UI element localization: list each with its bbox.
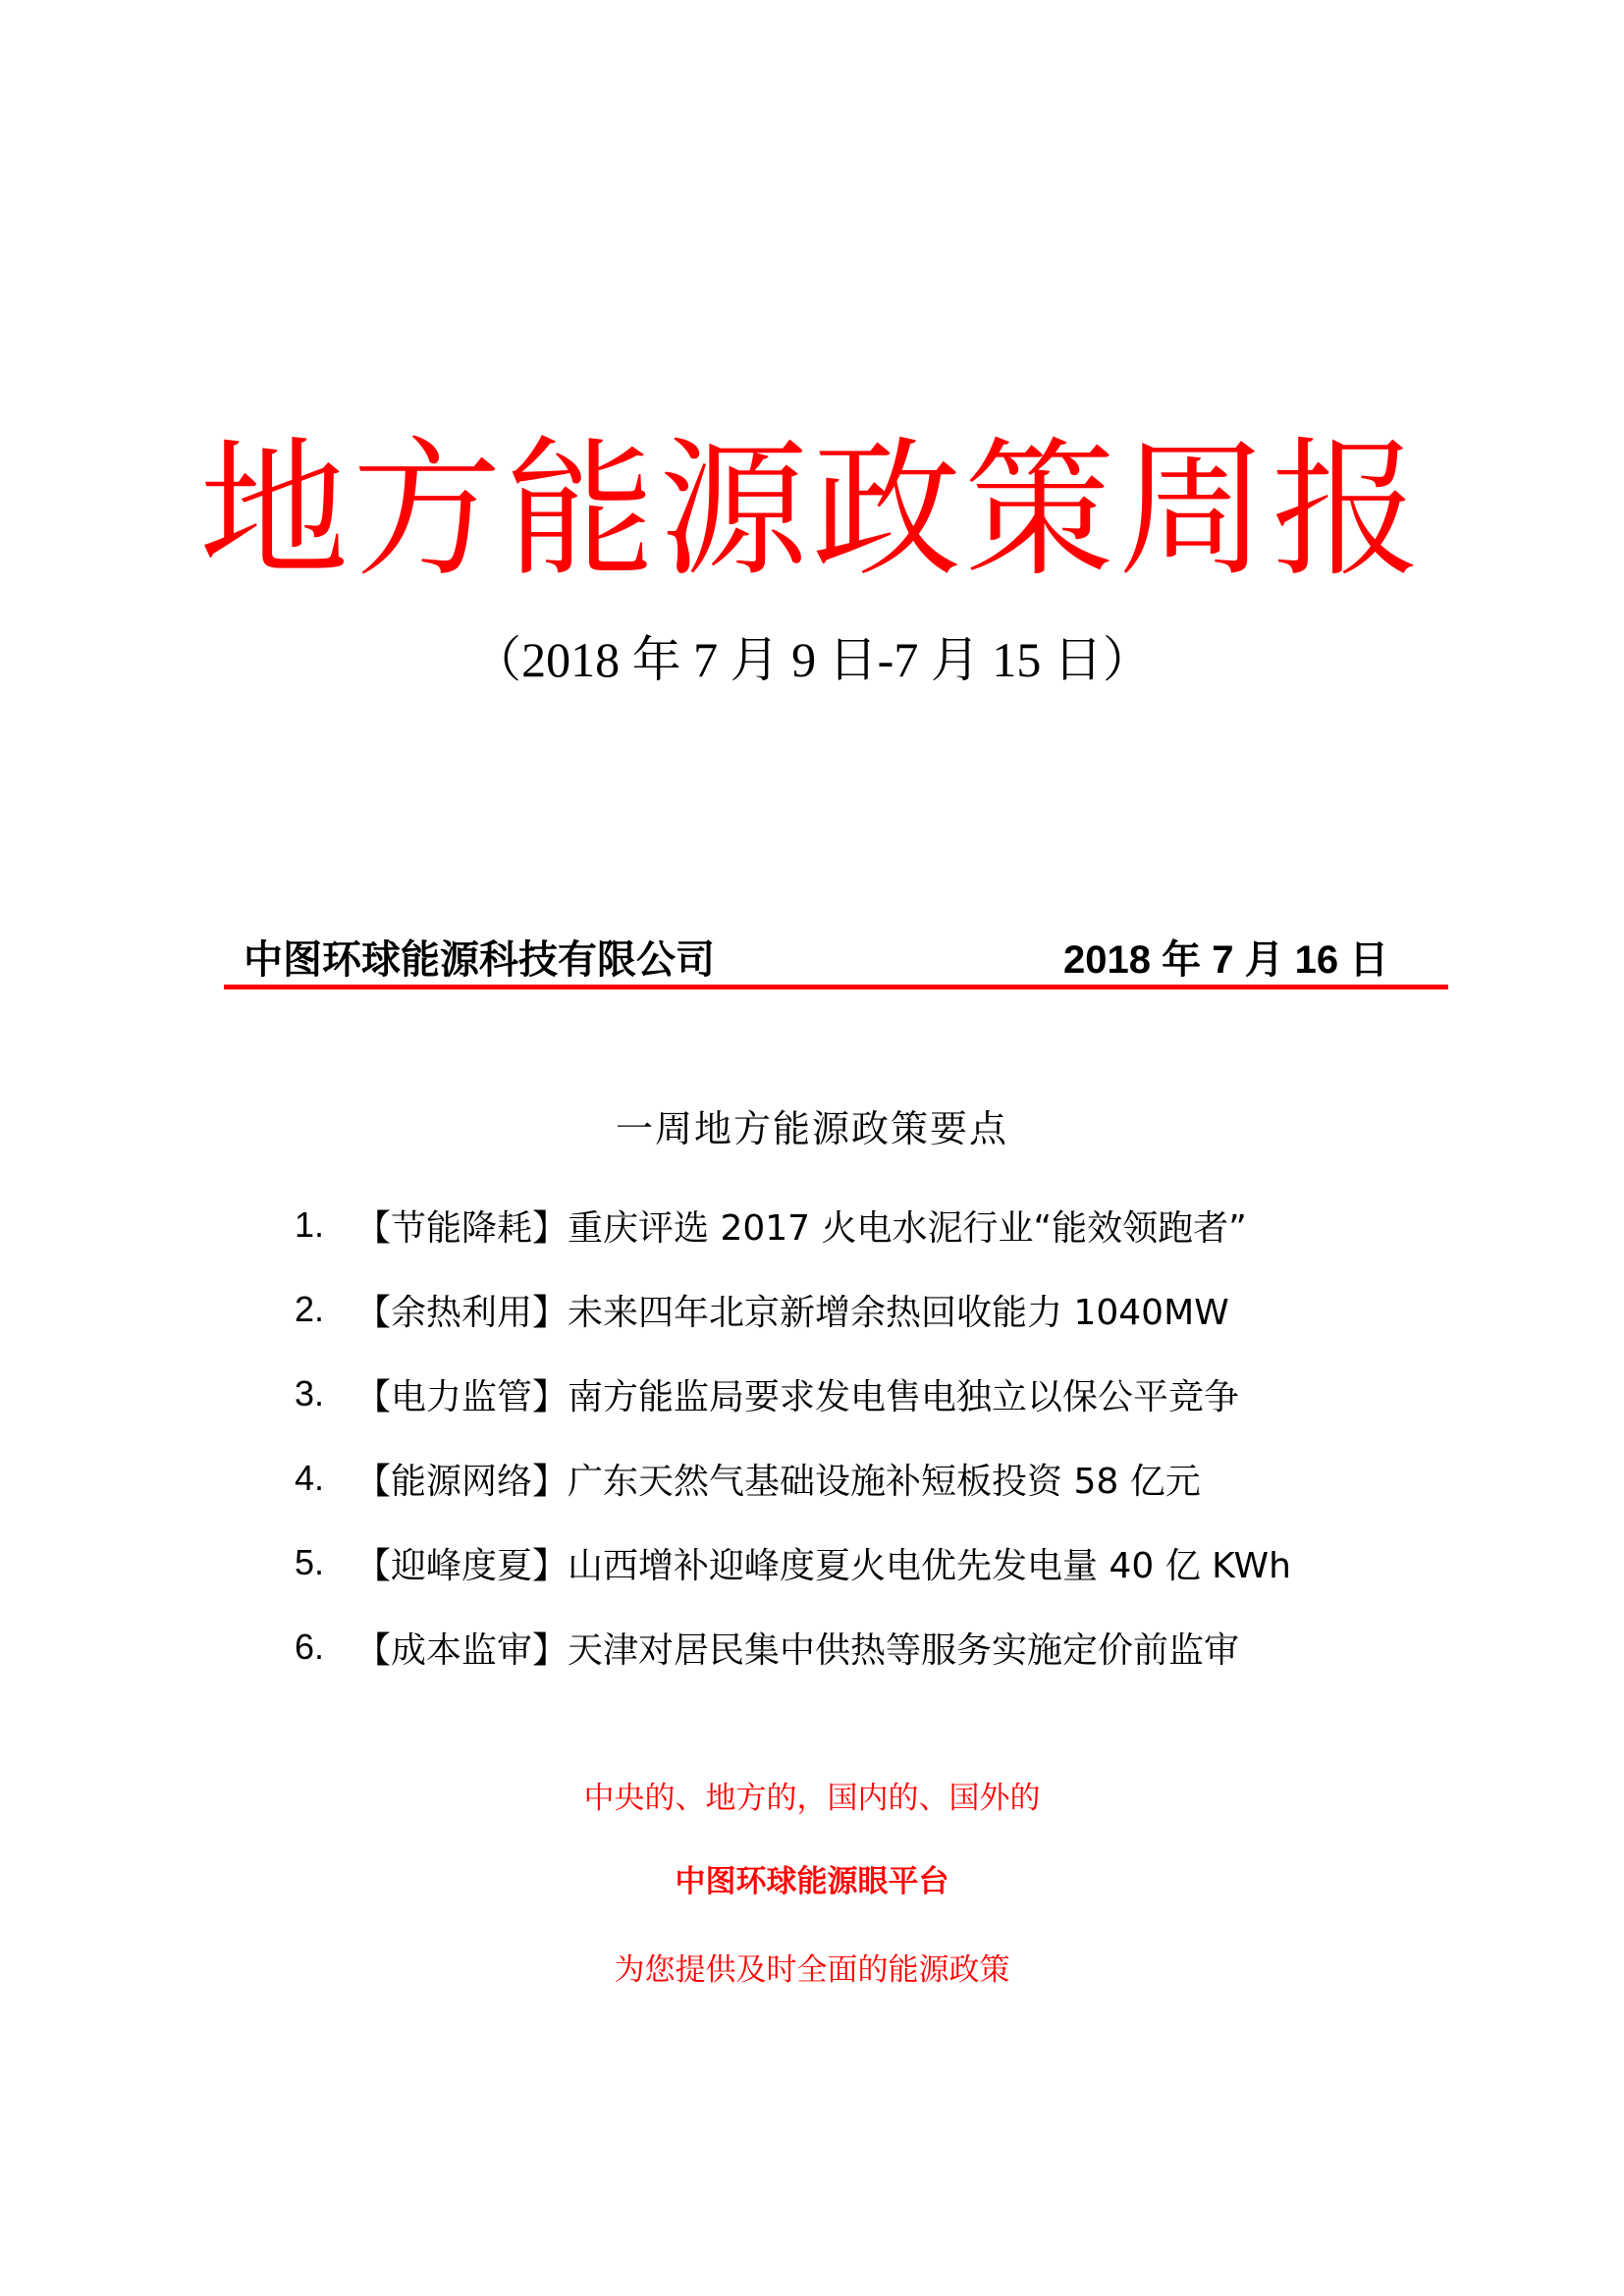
list-item — [295, 1605, 1291, 1689]
item-category: 【成本监审】 — [355, 1629, 568, 1671]
report-date-range: （2018 年 7 月 9 日-7 月 15 日） — [472, 632, 1152, 687]
issue-date: 2018 年 7 月 16 日 — [1063, 938, 1389, 982]
highlights-list — [295, 1183, 1291, 1689]
item-category: 【电力监管】 — [355, 1376, 568, 1417]
item-number: 4. — [295, 1458, 325, 1498]
item-text: 南方能监局要求发电售电独立以保公平竞争 — [568, 1376, 1240, 1417]
item-text: 重庆评选 2017 火电水泥行业“能效领跑者” — [568, 1207, 1247, 1249]
item-category: 【迎峰度夏】 — [355, 1545, 568, 1586]
item-category: 【余热利用】 — [355, 1292, 568, 1333]
footer-tagline-2: 为您提供及时全面的能源政策 — [614, 1952, 1010, 1988]
list-item — [295, 1352, 1291, 1436]
item-text: 广东天然气基础设施补短板投资 58 亿元 — [568, 1461, 1201, 1502]
item-number: 6. — [295, 1627, 325, 1667]
item-category: 【节能降耗】 — [355, 1207, 568, 1249]
item-category: 【能源网络】 — [355, 1461, 568, 1502]
header-divider — [224, 985, 1448, 989]
item-number: 2. — [295, 1289, 325, 1329]
list-item — [295, 1521, 1291, 1605]
list-item — [295, 1436, 1291, 1521]
item-number: 5. — [295, 1542, 325, 1582]
item-text: 天津对居民集中供热等服务实施定价前监审 — [568, 1629, 1240, 1671]
report-title: 地方能源政策周报 — [199, 423, 1425, 597]
highlights-heading: 一周地方能源政策要点 — [615, 1107, 1008, 1150]
footer-platform-name: 中图环球能源眼平台 — [675, 1864, 949, 1899]
item-text: 未来四年北京新增余热回收能力 1040MW — [568, 1292, 1229, 1333]
company-name: 中图环球能源科技有限公司 — [244, 938, 715, 982]
item-number: 3. — [295, 1373, 325, 1414]
list-item — [295, 1183, 1291, 1267]
item-text: 山西增补迎峰度夏火电优先发电量 40 亿 KWh — [568, 1545, 1291, 1586]
list-item — [295, 1267, 1291, 1352]
item-number: 1. — [295, 1204, 325, 1245]
footer-tagline-1: 中央的、地方的，国内的、国外的 — [583, 1781, 1041, 1816]
